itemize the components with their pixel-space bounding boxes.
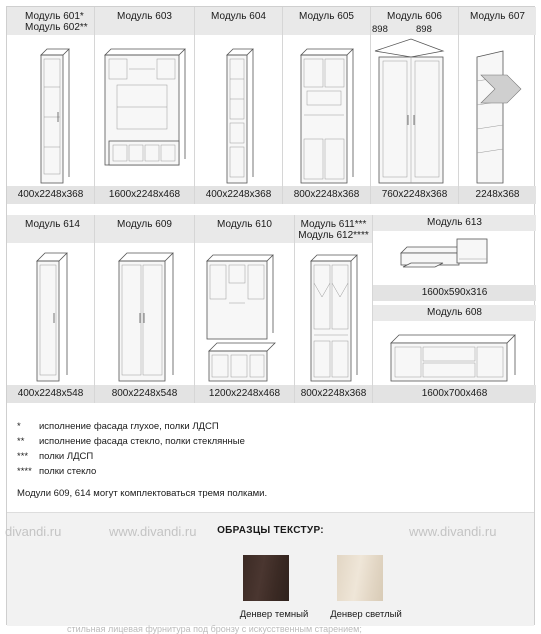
- module-601-label: Модуль 601*: [25, 11, 84, 22]
- module-title: Модуль 609: [95, 215, 194, 243]
- module-title: Модуль 614: [7, 215, 94, 243]
- module-607-card: [459, 7, 536, 204]
- module-601-dims: 400x2248x368: [7, 186, 94, 204]
- module-606-drawing: [371, 37, 459, 187]
- module-612-label: Модуль 612****: [298, 230, 369, 241]
- module-606-card: [371, 7, 459, 204]
- module-609-card: [95, 215, 195, 403]
- note-text: полки ЛДСП: [39, 451, 94, 462]
- module-title: [7, 7, 94, 35]
- module-607-drawing: [459, 37, 536, 187]
- module-611-drawing: [295, 243, 373, 383]
- corner-dim-a: 898: [372, 24, 388, 35]
- texture-label-dark: Денвер темный: [239, 609, 309, 620]
- module-602-label: Модуль 602**: [25, 22, 88, 33]
- module-613-dims: 1600x590x316: [373, 285, 536, 301]
- module-614-card: [7, 215, 95, 403]
- module-611-dims: 800x2248x368: [295, 385, 372, 403]
- module-title: Модуль 607: [459, 7, 536, 35]
- texture-swatch-light[interactable]: [337, 555, 383, 601]
- texture-swatch-dark[interactable]: [243, 555, 289, 601]
- note-line: [17, 434, 267, 449]
- watermark: divandi.ru: [5, 524, 62, 539]
- notes-block: [17, 419, 267, 501]
- module-604-card: [195, 7, 283, 204]
- textures-title: ОБРАЗЦЫ ТЕКСТУР:: [217, 525, 324, 536]
- watermark: www.divandi.ru: [109, 524, 197, 539]
- module-601-card: [7, 7, 95, 204]
- module-611-label: Модуль 611***: [300, 219, 367, 230]
- module-title: Модуль 605: [283, 7, 370, 35]
- note-mark: **: [17, 436, 25, 447]
- catalog-sheet: [5, 6, 535, 634]
- module-610-drawing: [195, 243, 295, 383]
- module-610-dims: 1200x2248x468: [195, 385, 294, 403]
- note-line: [17, 464, 267, 479]
- module-608-dims: 1600x700x468: [373, 385, 536, 403]
- module-604-drawing: [195, 37, 283, 187]
- texture-samples-panel: [5, 512, 534, 634]
- module-608-title: Модуль 608: [373, 305, 536, 321]
- module-606-dims: 760x2248x368: [371, 186, 458, 204]
- module-614-dims: 400x2248x548: [7, 385, 94, 403]
- module-609-drawing: [95, 243, 195, 383]
- module-title: Модуль 604: [195, 7, 282, 35]
- module-613-title: Модуль 613: [373, 215, 536, 231]
- module-title: [371, 7, 458, 35]
- watermark: www.divandi.ru: [409, 524, 497, 539]
- note-mark: ***: [17, 451, 29, 462]
- module-title: Модуль 603: [95, 7, 194, 35]
- note-mark: *: [17, 421, 21, 432]
- note-mark: ****: [17, 466, 32, 477]
- note-text: полки стекло: [39, 466, 97, 477]
- module-604-dims: 400x2248x368: [195, 186, 282, 204]
- module-603-card: [95, 7, 195, 204]
- module-601-drawing: [7, 37, 95, 187]
- module-603-drawing: [95, 37, 195, 187]
- module-606-label: Модуль 606: [387, 11, 442, 22]
- footer-note: Модули 609, 614 могут комплектоваться тремя полками.: [17, 488, 268, 499]
- module-611-card: [295, 215, 373, 403]
- module-608-drawing: [373, 323, 536, 385]
- module-603-dims: 1600x2248x468: [95, 186, 194, 204]
- corner-dim-b: 898: [416, 24, 432, 35]
- module-605-card: [283, 7, 371, 204]
- module-614-drawing: [7, 243, 95, 383]
- module-613-drawing: [373, 231, 536, 281]
- module-609-dims: 800x2248x548: [95, 385, 194, 403]
- module-title: Модуль 610: [195, 215, 294, 243]
- note-line: [17, 419, 267, 434]
- texture-label-light: Денвер светлый: [330, 609, 402, 620]
- note-text: исполнение фасада стекло, полки стеклянные: [39, 436, 245, 447]
- module-title: [295, 215, 372, 243]
- module-605-drawing: [283, 37, 371, 187]
- note-line: [17, 449, 267, 464]
- module-607-dims: 2248x368: [459, 186, 536, 204]
- module-605-dims: 800x2248x368: [283, 186, 370, 204]
- module-610-card: [195, 215, 295, 403]
- note-text: исполнение фасада глухое, полки ЛДСП: [39, 421, 219, 432]
- bottom-cropped-text: стильная лицевая фурнитура под бронзу с искусственным старением;: [67, 624, 362, 634]
- module-613-608-card: [373, 215, 536, 403]
